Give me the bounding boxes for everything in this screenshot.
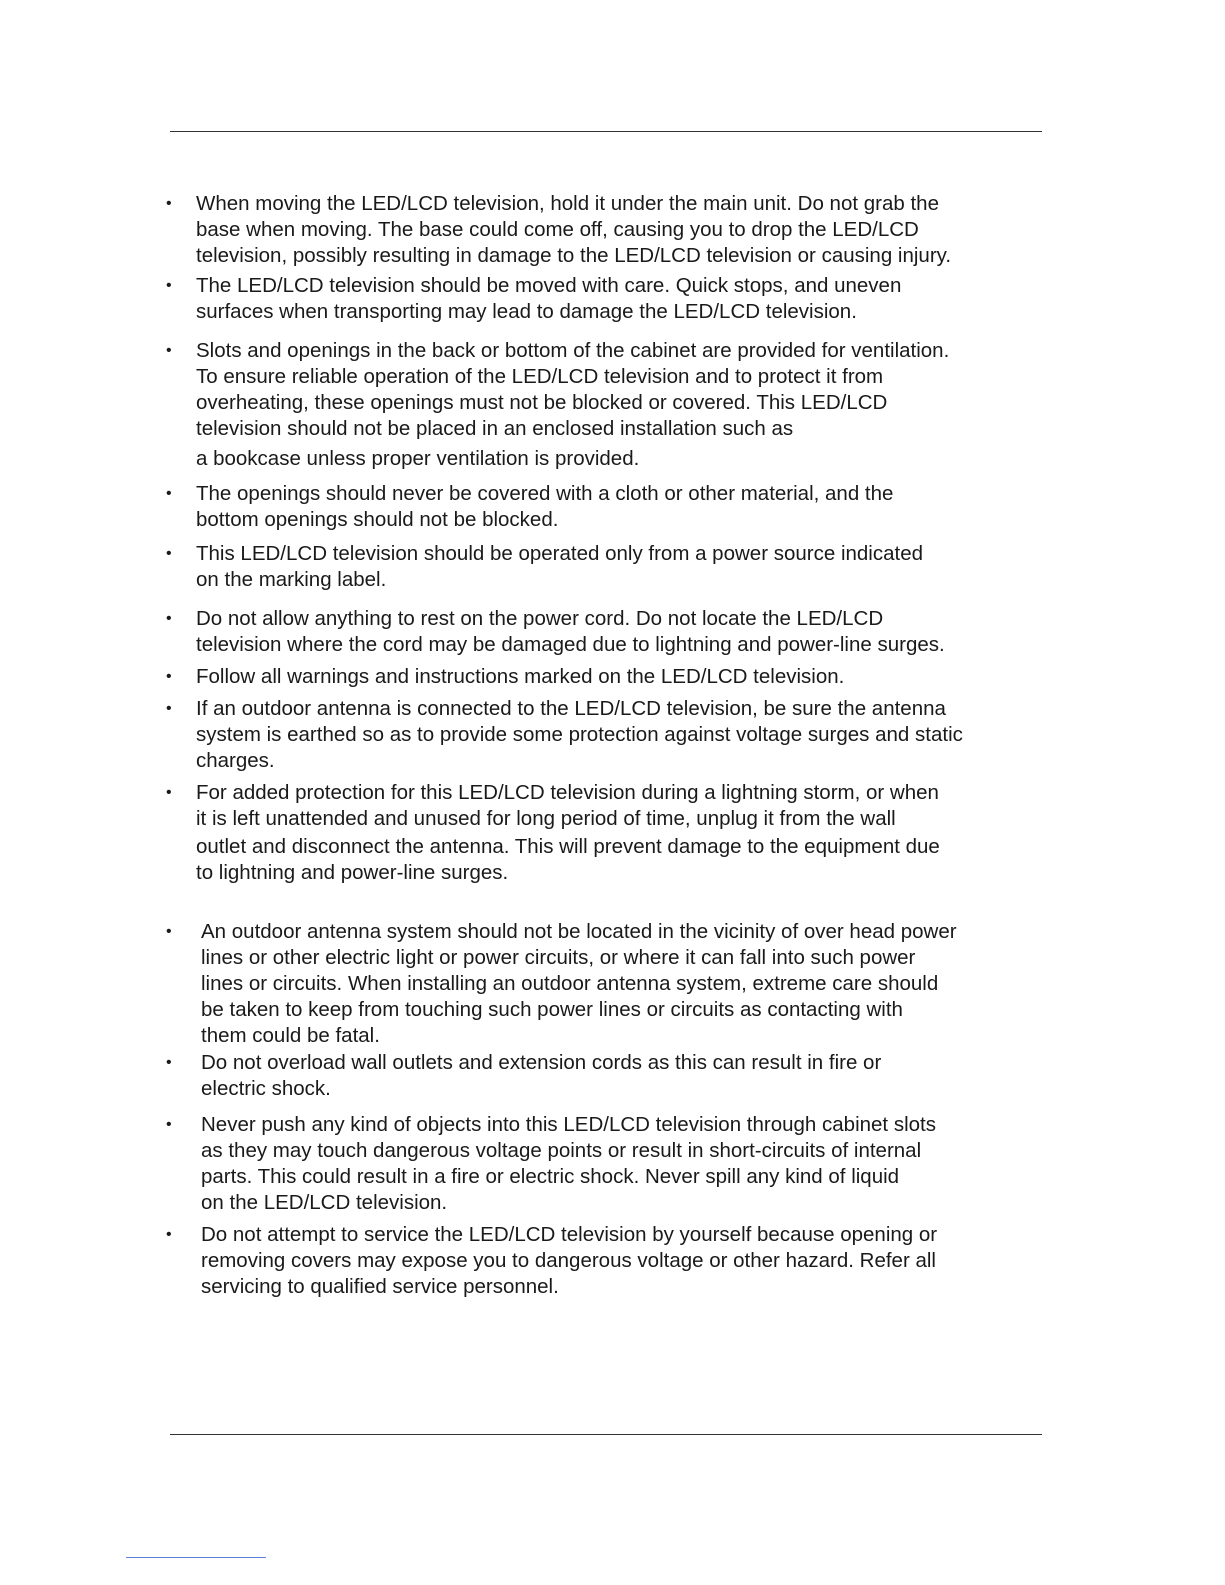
item-line: If an outdoor antenna is connected to the LED/LCD television, be sure the antenna [196, 697, 946, 720]
item-line: surfaces when transporting may lead to damage the LED/LCD television. [196, 300, 857, 323]
bullet-icon: • [166, 1054, 172, 1071]
item-line: outlet and disconnect the antenna. This will prevent damage to the equipment due [196, 835, 940, 858]
item-line: servicing to qualified service personnel. [201, 1275, 559, 1298]
list-item [166, 780, 1056, 886]
item-line: lines or other electric light or power circuits, or where it can fall into such power [201, 946, 916, 969]
bullet-icon: • [166, 668, 172, 685]
list-item [166, 541, 1056, 593]
bullet-icon: • [166, 277, 172, 294]
item-line: An outdoor antenna system should not be located in the vicinity of over head power [201, 920, 957, 943]
item-line: Never push any kind of objects into this LED/LCD television through cabinet slots [201, 1113, 936, 1136]
footer-underline [126, 1557, 266, 1558]
header-rule [170, 131, 1042, 132]
list-item [166, 919, 1056, 1049]
item-line: removing covers may expose you to dangerous voltage or other hazard. Refer all [201, 1249, 936, 1272]
item-line: as they may touch dangerous voltage points or result in short-circuits of internal [201, 1139, 922, 1162]
item-line: a bookcase unless proper ventilation is provided. [196, 447, 640, 470]
item-line: lines or circuits. When installing an outdoor antenna system, extreme care should [201, 972, 939, 995]
list-item [166, 191, 1056, 269]
item-line: Do not attempt to service the LED/LCD television by yourself because opening or [201, 1223, 938, 1246]
footer-rule [170, 1434, 1042, 1435]
item-line: television where the cord may be damaged due to lightning and power-line surges. [196, 633, 945, 656]
list-item [166, 481, 1056, 533]
bullet-icon: • [166, 923, 172, 940]
bullet-icon: • [166, 485, 172, 502]
item-line: bottom openings should not be blocked. [196, 508, 559, 531]
bullet-icon: • [166, 195, 172, 212]
item-line: charges. [196, 749, 275, 772]
list-item [166, 606, 1056, 658]
item-line: on the LED/LCD television. [201, 1191, 448, 1214]
item-line: them could be fatal. [201, 1024, 380, 1047]
item-line: base when moving. The base could come off, causing you to drop the LED/LCD [196, 218, 919, 241]
item-line: When moving the LED/LCD television, hold it under the main unit. Do not grab the [196, 192, 939, 215]
item-line: Do not allow anything to rest on the power cord. Do not locate the LED/LCD [196, 607, 884, 630]
item-line: Slots and openings in the back or bottom of the cabinet are provided for ventilation. [196, 339, 950, 362]
list-item [166, 696, 1056, 774]
bullet-icon: • [166, 700, 172, 717]
list-item [166, 1222, 1056, 1300]
item-line: This LED/LCD television should be operated only from a power source indicated [196, 542, 923, 565]
bullet-icon: • [166, 784, 172, 801]
item-line: For added protection for this LED/LCD television during a lightning storm, or when [196, 781, 939, 804]
bullet-icon: • [166, 610, 172, 627]
list-item [166, 664, 1056, 690]
item-line: television, possibly resulting in damage to the LED/LCD television or causing injury. [196, 244, 952, 267]
item-line: To ensure reliable operation of the LED/LCD television and to protect it from [196, 365, 884, 388]
item-line: system is earthed so as to provide some protection against voltage surges and static [196, 723, 963, 746]
item-line: parts. This could result in a fire or electric shock. Never spill any kind of liquid [201, 1165, 900, 1188]
list-item [166, 338, 1056, 472]
item-line: on the marking label. [196, 568, 387, 591]
item-line: to lightning and power-line surges. [196, 861, 509, 884]
item-line: The openings should never be covered with a cloth or other material, and the [196, 482, 894, 505]
bullet-icon: • [166, 545, 172, 562]
list-item [166, 273, 1056, 325]
list-item [166, 1112, 1056, 1216]
item-line: it is left unattended and unused for long period of time, unplug it from the wall [196, 807, 896, 830]
bullet-icon: • [166, 342, 172, 359]
bullet-icon: • [166, 1226, 172, 1243]
item-line: be taken to keep from touching such power lines or circuits as contacting with [201, 998, 903, 1021]
item-line: The LED/LCD television should be moved with care. Quick stops, and uneven [196, 274, 902, 297]
item-line: Do not overload wall outlets and extension cords as this can result in fire or [201, 1051, 882, 1074]
item-line: television should not be placed in an enclosed installation such as [196, 417, 794, 440]
item-line: electric shock. [201, 1077, 331, 1100]
bullet-icon: • [166, 1116, 172, 1133]
item-line: Follow all warnings and instructions marked on the LED/LCD television. [196, 665, 845, 688]
list-item [166, 1050, 1056, 1102]
item-line: overheating, these openings must not be blocked or covered. This LED/LCD [196, 391, 888, 414]
